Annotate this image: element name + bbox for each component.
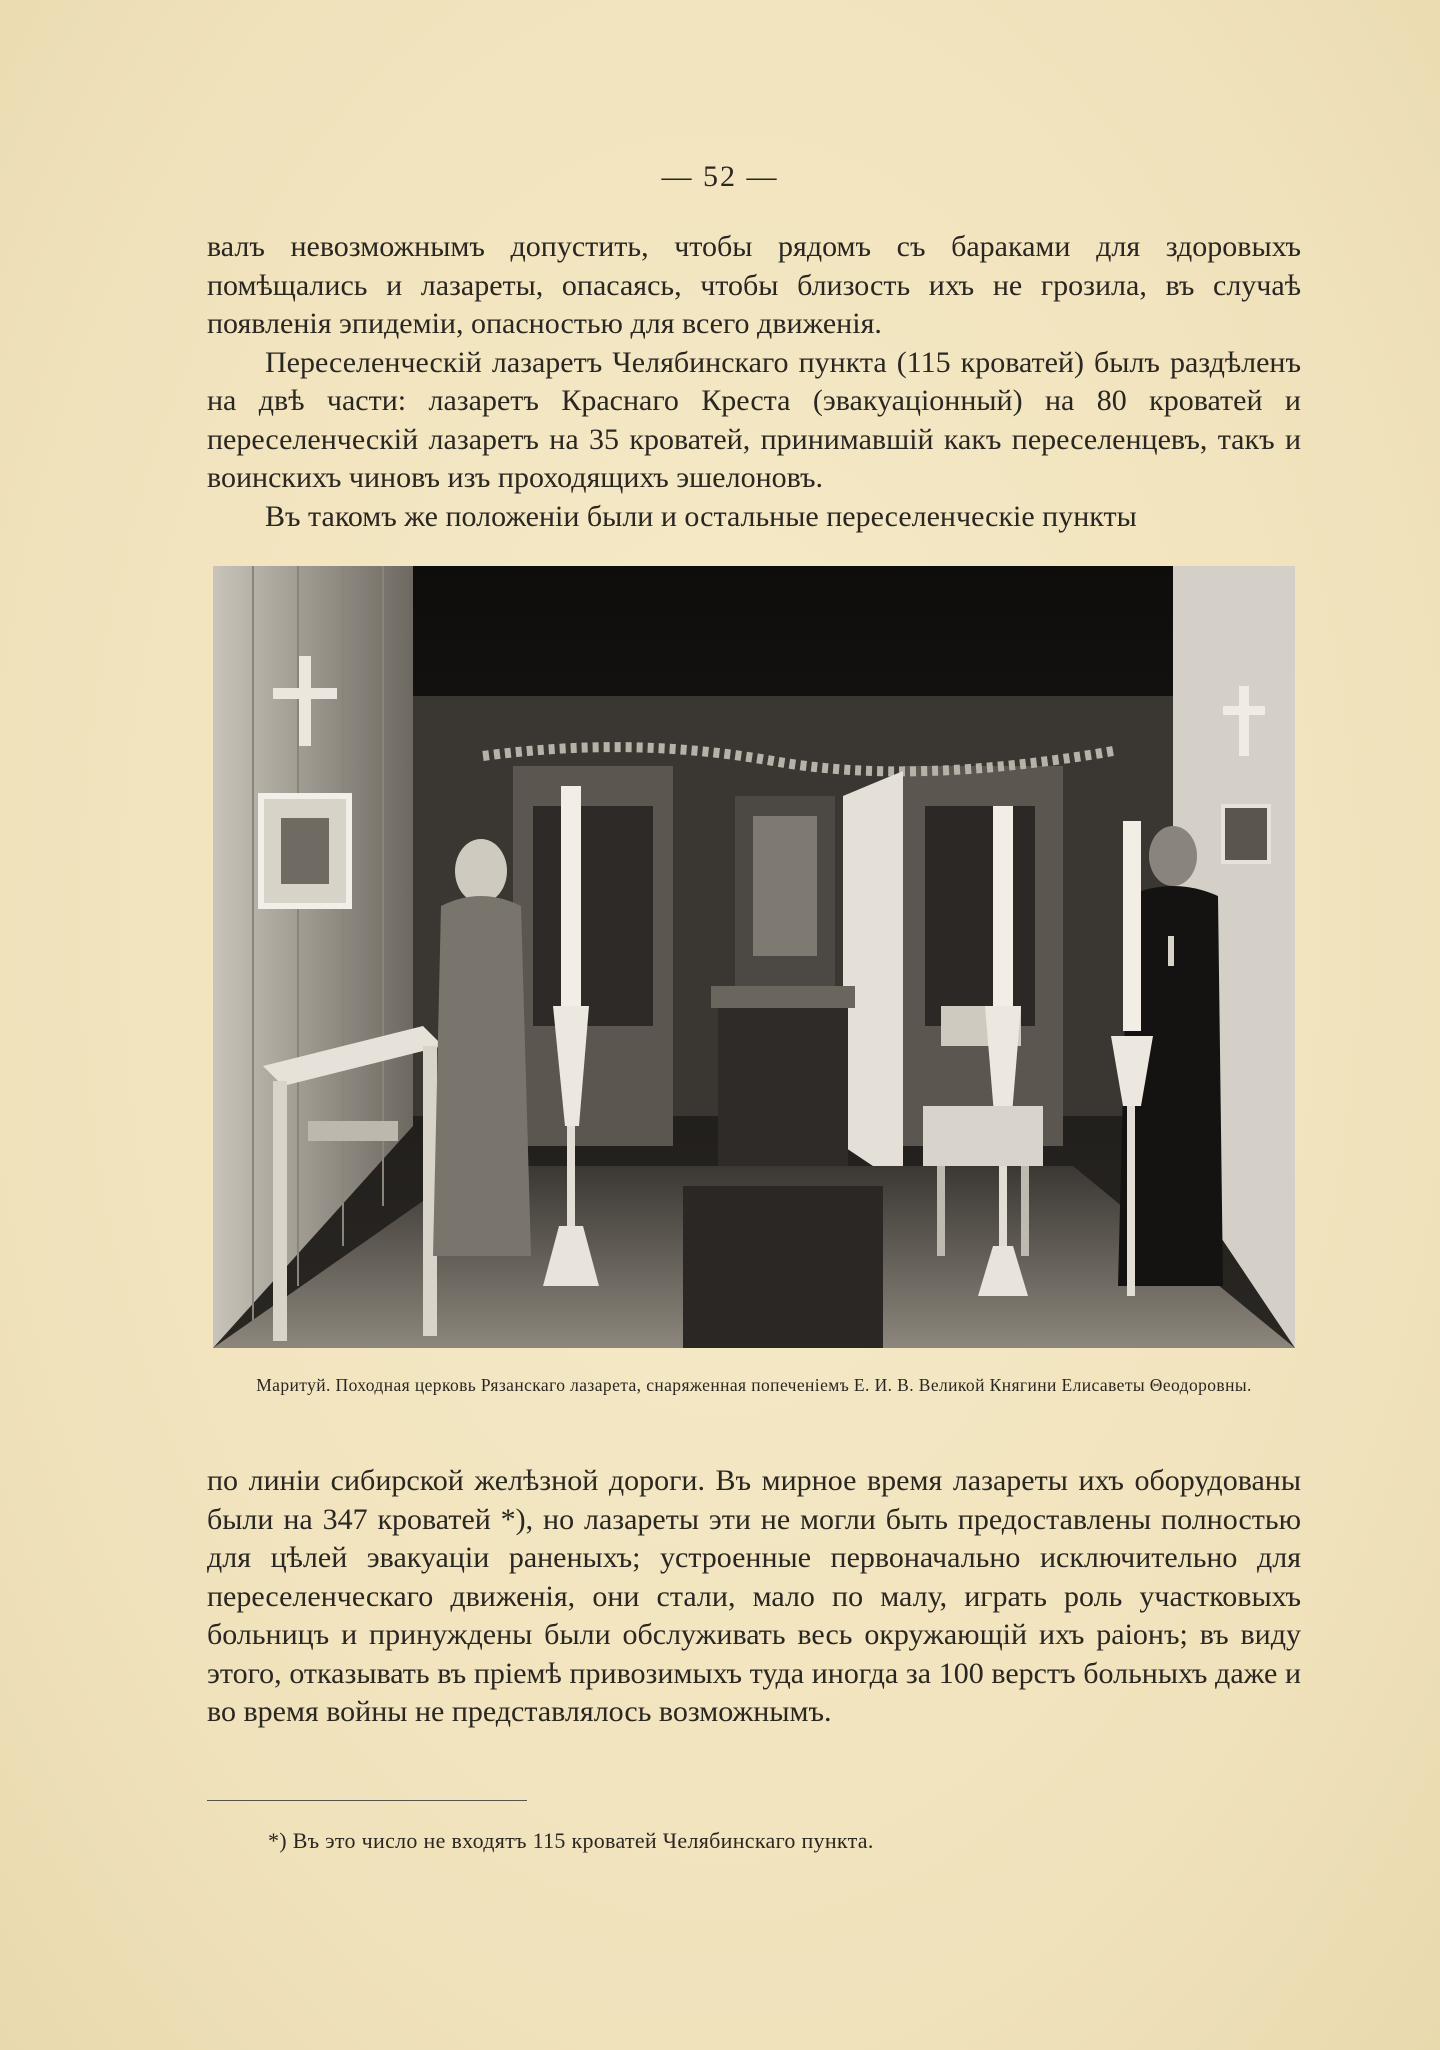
paragraph-3: Въ такомъ же положеніи были и остальные переселенческіе пункты bbox=[265, 499, 1137, 533]
page-number: — 52 — bbox=[661, 160, 779, 193]
paragraph-1: валъ невозможнымъ допустить, чтобы рядомъ съ бараками для здоровыхъ помѣщались и лазареты, опасаясь, чтобы близость ихъ не грозила, въ случаѣ появленія эпидеміи, опасностью для всего движенія. bbox=[207, 230, 1301, 340]
text-block-bottom bbox=[207, 1462, 1301, 1732]
footnote: *) Въ это число не входятъ 115 кроватей Челябинскаго пункта. bbox=[268, 1828, 874, 1853]
paragraph-2: Переселенческій лазаретъ Челябинскаго пункта (115 кроватей) былъ раздѣленъ на двѣ части: лазаретъ Краснаго Креста (эвакуаціонный) на 80 кроватей и переселенческій лазаретъ на 35 кроватей, принимавшій какъ переселенцевъ, такъ и воинскихъ чиновъ изъ проходящихъ эшелоновъ. bbox=[207, 345, 1301, 494]
church-photo bbox=[213, 566, 1295, 1348]
footnote-divider bbox=[207, 1800, 527, 1801]
text-block-top bbox=[207, 228, 1301, 536]
paragraph-4: по линіи сибирской желѣзной дороги. Въ мирное время лазареты ихъ оборудованы были на 347 кроватей *), но лазареты эти не могли быть предоставлены полностью для цѣлей эвакуаціи раненыхъ; устроенные первоначально исключительно для переселенческаго движенія, они стали, мало по малу, играть роль участковыхъ больницъ и принуждены были обслуживать весь окружающій ихъ раіонъ; въ виду этого, отказывать въ пріемѣ привозимыхъ туда иногда за 100 верстъ больныхъ даже и во время войны не представлялось возможнымъ. bbox=[207, 1464, 1301, 1728]
photo-caption: Маритуй. Походная церковь Рязанскаго лазарета, снаряженная попеченіемъ Е. И. В. Великой Княгини Елисаветы Θеодоровны. bbox=[256, 1375, 1252, 1395]
